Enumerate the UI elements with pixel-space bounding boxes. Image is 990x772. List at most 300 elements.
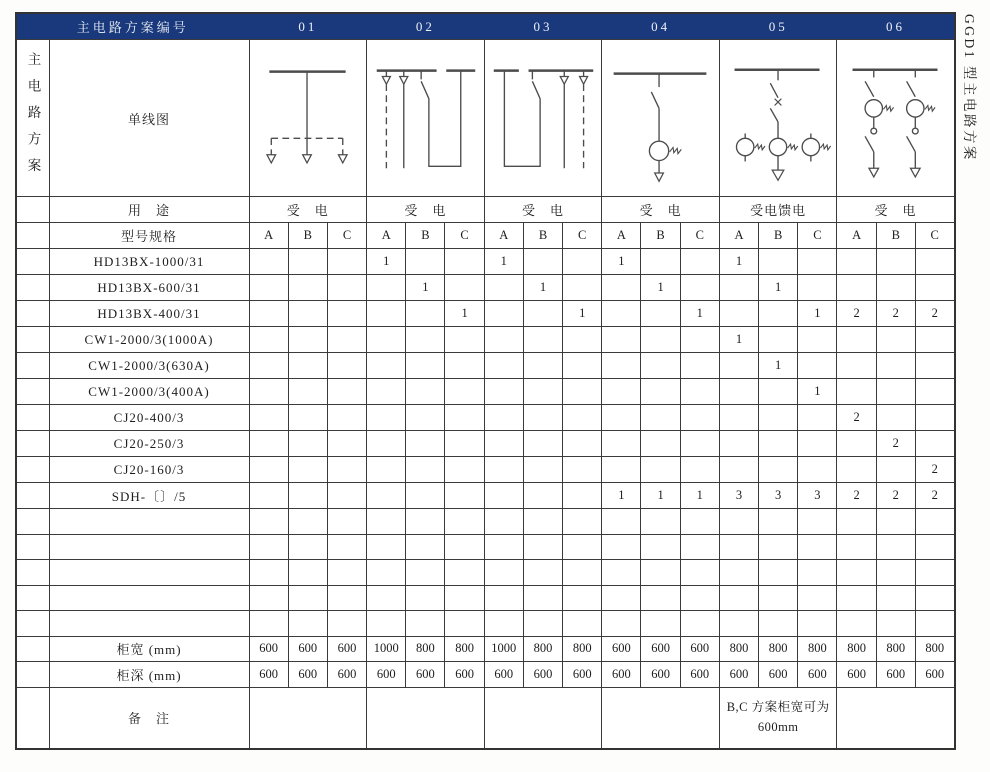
remark-value-03	[484, 687, 602, 749]
value-cell: 1	[563, 301, 602, 327]
value-cell: 2	[876, 431, 915, 457]
value-cell	[563, 379, 602, 405]
subcol-header: B	[876, 223, 915, 249]
value-cell	[288, 457, 327, 483]
value-cell: 600	[249, 636, 288, 662]
value-cell	[837, 275, 876, 301]
value-cell	[406, 483, 445, 509]
value-cell	[288, 405, 327, 431]
value-cell	[798, 509, 837, 535]
side-vertical-label-cell	[16, 40, 49, 197]
subcol-header: C	[327, 223, 366, 249]
value-cell	[406, 431, 445, 457]
value-cell: 3	[719, 483, 758, 509]
value-cell	[406, 457, 445, 483]
value-cell	[445, 560, 484, 586]
value-cell	[680, 534, 719, 560]
value-cell	[484, 353, 523, 379]
subcol-header: A	[249, 223, 288, 249]
value-cell: 1	[406, 275, 445, 301]
value-cell	[288, 301, 327, 327]
single-line-diagram-03	[487, 44, 600, 192]
spec-row-label: 型号规格	[49, 223, 249, 249]
value-cell	[523, 327, 562, 353]
subcol-header: C	[563, 223, 602, 249]
value-cell: 1	[798, 379, 837, 405]
value-cell: 600	[327, 636, 366, 662]
value-cell	[288, 534, 327, 560]
value-cell	[563, 431, 602, 457]
value-cell	[680, 509, 719, 535]
value-cell	[484, 327, 523, 353]
value-cell	[523, 249, 562, 275]
remark-row	[16, 687, 955, 749]
value-cell	[327, 509, 366, 535]
value-cell	[876, 534, 915, 560]
value-cell	[445, 405, 484, 431]
value-cell	[327, 560, 366, 586]
value-cell	[249, 431, 288, 457]
table-header-row	[16, 13, 955, 40]
value-cell	[798, 457, 837, 483]
value-cell	[445, 275, 484, 301]
value-cell	[759, 405, 798, 431]
subcol-header: A	[367, 223, 406, 249]
value-cell	[915, 327, 954, 353]
value-cell	[563, 249, 602, 275]
value-cell: 800	[798, 636, 837, 662]
value-cell: 600	[719, 662, 758, 688]
value-cell	[915, 509, 954, 535]
value-cell	[367, 275, 406, 301]
value-cell: 600	[602, 662, 641, 688]
side-column-cell	[16, 275, 49, 301]
value-cell	[445, 327, 484, 353]
value-cell: 600	[445, 662, 484, 688]
value-cell	[641, 327, 680, 353]
row-label: 柜宽 (mm)	[49, 636, 249, 662]
value-cell: 1	[602, 249, 641, 275]
value-cell	[680, 585, 719, 611]
value-cell	[759, 509, 798, 535]
value-cell	[641, 534, 680, 560]
side-column-cell	[16, 560, 49, 586]
value-cell	[837, 509, 876, 535]
value-cell	[915, 560, 954, 586]
value-cell	[367, 483, 406, 509]
row-label: CJ20-250/3	[49, 431, 249, 457]
side-column-cell	[16, 687, 49, 749]
subcol-header: B	[288, 223, 327, 249]
value-cell	[288, 379, 327, 405]
table-row	[16, 611, 955, 637]
value-cell: 600	[641, 636, 680, 662]
scheme-header-02: 02	[367, 13, 485, 40]
table-row	[16, 431, 955, 457]
value-cell	[367, 405, 406, 431]
value-cell	[837, 327, 876, 353]
table-row	[16, 560, 955, 586]
remark-value-01	[249, 687, 367, 749]
value-cell: 1	[602, 483, 641, 509]
value-cell	[249, 483, 288, 509]
value-cell	[406, 509, 445, 535]
value-cell	[327, 379, 366, 405]
value-cell	[523, 585, 562, 611]
value-cell	[602, 353, 641, 379]
value-cell	[523, 611, 562, 637]
value-cell	[837, 585, 876, 611]
row-label: SDH-〔〕/5	[49, 483, 249, 509]
value-cell	[288, 275, 327, 301]
value-cell	[759, 327, 798, 353]
value-cell	[327, 327, 366, 353]
subcol-header: A	[837, 223, 876, 249]
value-cell	[876, 457, 915, 483]
value-cell: 1	[719, 249, 758, 275]
value-cell	[445, 534, 484, 560]
value-cell	[759, 431, 798, 457]
value-cell	[876, 379, 915, 405]
value-cell	[484, 611, 523, 637]
value-cell	[719, 611, 758, 637]
value-cell	[798, 560, 837, 586]
value-cell: 600	[680, 636, 719, 662]
value-cell: 800	[759, 636, 798, 662]
value-cell	[367, 353, 406, 379]
value-cell	[759, 249, 798, 275]
value-cell	[484, 379, 523, 405]
value-cell	[484, 560, 523, 586]
table-row	[16, 636, 955, 662]
value-cell	[367, 379, 406, 405]
single-line-diagram-01	[251, 44, 364, 192]
value-cell	[523, 560, 562, 586]
side-column-cell	[16, 197, 49, 223]
value-cell	[249, 405, 288, 431]
value-cell	[719, 431, 758, 457]
single-line-diagram-06	[839, 44, 952, 192]
value-cell: 600	[288, 636, 327, 662]
value-cell	[837, 611, 876, 637]
value-cell: 800	[719, 636, 758, 662]
value-cell: 1	[680, 301, 719, 327]
subcol-header: C	[680, 223, 719, 249]
value-cell: 800	[915, 636, 954, 662]
value-cell	[641, 405, 680, 431]
value-cell	[406, 301, 445, 327]
value-cell	[327, 275, 366, 301]
value-cell	[484, 483, 523, 509]
value-cell: 1	[798, 301, 837, 327]
value-cell	[563, 327, 602, 353]
side-column-cell	[16, 636, 49, 662]
value-cell	[759, 534, 798, 560]
single-line-diagram-05	[722, 44, 835, 192]
value-cell	[876, 353, 915, 379]
value-cell	[484, 534, 523, 560]
value-cell	[876, 509, 915, 535]
value-cell	[915, 379, 954, 405]
page-side-title: GGD1 型主电路方案	[962, 14, 977, 162]
side-vertical-label: 主电路方案	[25, 51, 41, 185]
value-cell	[798, 431, 837, 457]
value-cell	[327, 483, 366, 509]
value-cell	[367, 560, 406, 586]
value-cell	[719, 353, 758, 379]
main-circuit-scheme-table	[15, 12, 956, 750]
value-cell: 1	[523, 275, 562, 301]
value-cell: 800	[876, 636, 915, 662]
value-cell	[327, 249, 366, 275]
value-cell	[837, 249, 876, 275]
value-cell	[523, 405, 562, 431]
value-cell	[719, 301, 758, 327]
value-cell	[445, 249, 484, 275]
value-cell: 600	[327, 662, 366, 688]
value-cell	[798, 353, 837, 379]
value-cell	[523, 353, 562, 379]
value-cell: 2	[837, 483, 876, 509]
value-cell: 600	[641, 662, 680, 688]
value-cell	[327, 431, 366, 457]
value-cell	[876, 249, 915, 275]
value-cell	[719, 560, 758, 586]
value-cell: 600	[837, 662, 876, 688]
value-cell	[876, 275, 915, 301]
value-cell	[759, 457, 798, 483]
value-cell	[798, 249, 837, 275]
value-cell: 600	[288, 662, 327, 688]
value-cell	[876, 560, 915, 586]
single-line-diagram-02	[369, 44, 482, 192]
value-cell	[288, 327, 327, 353]
value-cell	[523, 457, 562, 483]
value-cell	[484, 509, 523, 535]
value-cell	[915, 249, 954, 275]
side-column-cell	[16, 405, 49, 431]
side-column-cell	[16, 509, 49, 535]
value-cell	[563, 585, 602, 611]
value-cell	[602, 327, 641, 353]
remark-value-05: B,C 方案柜宽可为 600mm	[719, 687, 837, 749]
diagram-cell-06	[837, 40, 955, 197]
value-cell: 600	[602, 636, 641, 662]
value-cell	[915, 405, 954, 431]
value-cell	[602, 431, 641, 457]
value-cell: 600	[406, 662, 445, 688]
value-cell	[759, 560, 798, 586]
value-cell	[563, 457, 602, 483]
value-cell	[288, 509, 327, 535]
value-cell	[367, 585, 406, 611]
scheme-header-06: 06	[837, 13, 955, 40]
row-label	[49, 611, 249, 637]
value-cell	[367, 509, 406, 535]
value-cell	[523, 534, 562, 560]
subcol-header: C	[445, 223, 484, 249]
value-cell: 1	[367, 249, 406, 275]
table-row	[16, 275, 955, 301]
value-cell: 1	[484, 249, 523, 275]
value-cell	[327, 585, 366, 611]
value-cell	[680, 611, 719, 637]
value-cell	[563, 509, 602, 535]
value-cell	[563, 353, 602, 379]
side-column-cell	[16, 223, 49, 249]
diagram-cell-02	[367, 40, 485, 197]
value-cell: 600	[759, 662, 798, 688]
value-cell: 1000	[484, 636, 523, 662]
value-cell	[563, 483, 602, 509]
value-cell	[406, 560, 445, 586]
value-cell	[288, 483, 327, 509]
value-cell	[798, 275, 837, 301]
value-cell	[798, 405, 837, 431]
row-label	[49, 509, 249, 535]
value-cell: 1	[719, 327, 758, 353]
value-cell	[602, 457, 641, 483]
value-cell	[641, 457, 680, 483]
value-cell	[641, 509, 680, 535]
side-column-cell	[16, 249, 49, 275]
value-cell	[719, 457, 758, 483]
value-cell: 3	[759, 483, 798, 509]
value-cell: 800	[445, 636, 484, 662]
value-cell	[445, 509, 484, 535]
side-column-cell	[16, 353, 49, 379]
value-cell	[837, 457, 876, 483]
value-cell	[445, 379, 484, 405]
value-cell	[759, 301, 798, 327]
value-cell	[445, 611, 484, 637]
value-cell	[563, 405, 602, 431]
value-cell	[406, 353, 445, 379]
value-cell	[798, 534, 837, 560]
value-cell	[680, 457, 719, 483]
value-cell: 2	[915, 457, 954, 483]
value-cell	[249, 379, 288, 405]
table-row	[16, 405, 955, 431]
side-column-cell	[16, 585, 49, 611]
scheme-header-04: 04	[602, 13, 720, 40]
usage-value-01: 受 电	[249, 197, 367, 223]
value-cell	[837, 431, 876, 457]
value-cell	[445, 457, 484, 483]
value-cell	[563, 560, 602, 586]
diagram-cell-05	[719, 40, 837, 197]
scheme-header-03: 03	[484, 13, 602, 40]
side-column-cell	[16, 301, 49, 327]
value-cell	[719, 534, 758, 560]
value-cell: 600	[523, 662, 562, 688]
side-column-cell	[16, 662, 49, 688]
value-cell: 600	[249, 662, 288, 688]
usage-value-06: 受 电	[837, 197, 955, 223]
value-cell: 800	[523, 636, 562, 662]
value-cell	[288, 585, 327, 611]
value-cell	[367, 327, 406, 353]
value-cell	[249, 611, 288, 637]
value-cell	[602, 534, 641, 560]
value-cell: 1	[641, 483, 680, 509]
value-cell: 600	[563, 662, 602, 688]
value-cell	[915, 431, 954, 457]
value-cell	[719, 585, 758, 611]
value-cell	[602, 301, 641, 327]
value-cell	[641, 379, 680, 405]
value-cell: 800	[406, 636, 445, 662]
row-label	[49, 560, 249, 586]
table-row	[16, 457, 955, 483]
value-cell	[288, 431, 327, 457]
row-label: HD13BX-400/31	[49, 301, 249, 327]
table-row	[16, 662, 955, 688]
value-cell: 1	[759, 275, 798, 301]
value-cell	[680, 405, 719, 431]
value-cell	[641, 560, 680, 586]
value-cell	[249, 585, 288, 611]
value-cell	[367, 457, 406, 483]
value-cell	[680, 275, 719, 301]
value-cell	[523, 431, 562, 457]
spec-header-row	[16, 223, 955, 249]
row-label	[49, 534, 249, 560]
value-cell	[602, 379, 641, 405]
value-cell	[680, 431, 719, 457]
value-cell	[602, 560, 641, 586]
value-cell	[759, 585, 798, 611]
value-cell	[680, 379, 719, 405]
usage-value-04: 受 电	[602, 197, 720, 223]
value-cell	[680, 249, 719, 275]
value-cell	[837, 379, 876, 405]
diagram-cell-01	[249, 40, 367, 197]
value-cell	[602, 509, 641, 535]
value-cell	[249, 353, 288, 379]
usage-value-03: 受 电	[484, 197, 602, 223]
remark-value-04	[602, 687, 720, 749]
value-cell: 1	[680, 483, 719, 509]
value-cell	[445, 353, 484, 379]
value-cell	[288, 560, 327, 586]
value-cell	[327, 457, 366, 483]
value-cell	[641, 249, 680, 275]
value-cell	[837, 534, 876, 560]
value-cell	[798, 611, 837, 637]
diagram-cell-04	[602, 40, 720, 197]
value-cell	[798, 585, 837, 611]
value-cell	[484, 457, 523, 483]
side-column-cell	[16, 379, 49, 405]
table-row	[16, 509, 955, 535]
value-cell: 600	[680, 662, 719, 688]
grid-rows	[16, 249, 955, 688]
usage-row	[16, 197, 955, 223]
value-cell: 2	[915, 483, 954, 509]
value-cell	[445, 483, 484, 509]
subcol-header: B	[641, 223, 680, 249]
subcol-header: C	[915, 223, 954, 249]
value-cell	[406, 379, 445, 405]
value-cell	[249, 457, 288, 483]
value-cell	[249, 534, 288, 560]
value-cell	[876, 327, 915, 353]
value-cell	[523, 301, 562, 327]
diagram-row	[16, 40, 955, 197]
row-label: CW1-2000/3(630A)	[49, 353, 249, 379]
value-cell	[602, 405, 641, 431]
